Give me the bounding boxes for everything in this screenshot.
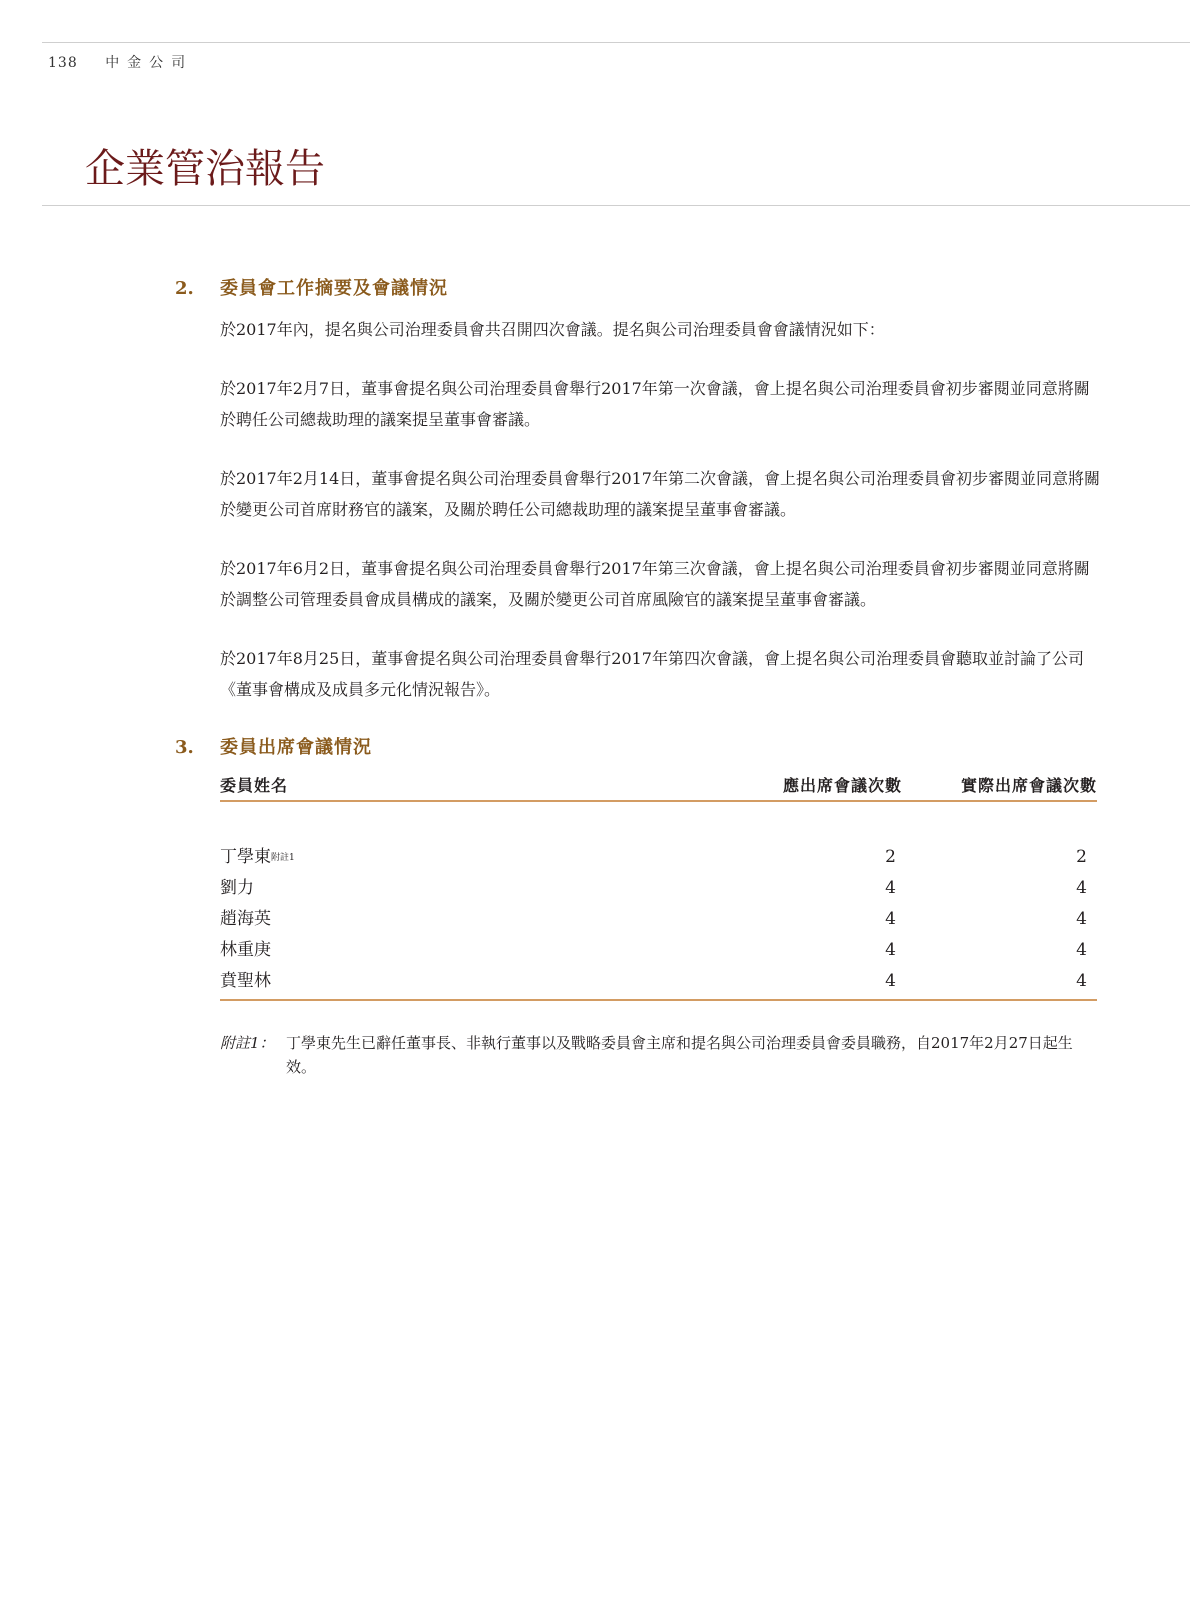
member-name: 林重庚 bbox=[220, 940, 271, 960]
table-row bbox=[220, 873, 1097, 904]
section-heading: 委員出席會議情況 bbox=[220, 737, 372, 758]
page-title: 企業管治報告 bbox=[85, 146, 325, 192]
table-header bbox=[220, 773, 1097, 802]
table-row bbox=[220, 966, 1097, 997]
section-3 bbox=[175, 737, 1100, 1079]
attended-count: 4 bbox=[1076, 878, 1087, 898]
table-row bbox=[220, 935, 1097, 966]
member-name: 劉力 bbox=[220, 878, 254, 898]
footnote-marker: 附註1 bbox=[271, 853, 295, 863]
attended-count: 4 bbox=[1076, 971, 1087, 991]
attended-count: 4 bbox=[1076, 940, 1087, 960]
member-name: 丁學東 bbox=[220, 847, 271, 867]
paragraph: 於2017年內，提名與公司治理委員會共召開四次會議。提名與公司治理委員會會議情況如下： bbox=[220, 320, 885, 339]
required-count: 4 bbox=[885, 971, 896, 991]
table-row bbox=[220, 842, 1097, 873]
footnote-text: 丁學東先生已辭任董事長、非執行董事以及戰略委員會主席和提名與公司治理委員會委員職務，自2017年2月27日起生效。 bbox=[286, 1034, 1073, 1076]
attendance-table bbox=[220, 773, 1097, 1001]
section-number: 3. bbox=[175, 737, 194, 758]
required-count: 4 bbox=[885, 878, 896, 898]
running-header bbox=[48, 52, 193, 72]
attended-count: 2 bbox=[1076, 847, 1087, 867]
member-name: 趙海英 bbox=[220, 909, 271, 929]
column-header-name: 委員姓名 bbox=[220, 776, 289, 795]
required-count: 4 bbox=[885, 909, 896, 929]
paragraph: 於2017年2月7日，董事會提名與公司治理委員會舉行2017年第一次會議，會上提名與公司治理委員會初步審閱並同意將關於聘任公司總裁助理的議案提呈董事會審議。 bbox=[220, 379, 1090, 429]
paragraph: 於2017年6月2日，董事會提名與公司治理委員會舉行2017年第三次會議，會上提名與公司治理委員會初步審閱並同意將關於調整公司管理委員會成員構成的議案，及關於變更公司首席風險官的議案提呈董事會審議。 bbox=[220, 559, 1090, 609]
section-heading: 委員會工作摘要及會議情況 bbox=[220, 278, 448, 299]
company-name: 中金公司 bbox=[105, 55, 194, 71]
attended-count: 4 bbox=[1076, 909, 1087, 929]
paragraph: 於2017年8月25日，董事會提名與公司治理委員會舉行2017年第四次會議，會上提名與公司治理委員會聽取並討論了公司《董事會構成及成員多元化情況報告》。 bbox=[220, 649, 1084, 699]
title-rule bbox=[42, 205, 1190, 206]
page-number: 138 bbox=[48, 55, 78, 71]
column-header-attended: 實際出席會議次數 bbox=[960, 776, 1097, 795]
section-number: 2. bbox=[175, 278, 194, 299]
column-header-required: 應出席會議次數 bbox=[782, 776, 902, 795]
main-content bbox=[175, 278, 1100, 1079]
paragraph: 於2017年2月14日，董事會提名與公司治理委員會舉行2017年第二次會議，會上提名與公司治理委員會初步審閱並同意將關於變更公司首席財務官的議案，及關於聘任公司總裁助理的議案提呈董事會審議。 bbox=[220, 469, 1100, 519]
footnote-label: 附註1： bbox=[220, 1034, 275, 1052]
table-body bbox=[220, 802, 1097, 1001]
top-rule bbox=[42, 42, 1190, 43]
member-name: 賁聖林 bbox=[220, 971, 271, 991]
section-2 bbox=[175, 278, 1100, 705]
table-row bbox=[220, 904, 1097, 935]
required-count: 2 bbox=[885, 847, 896, 867]
required-count: 4 bbox=[885, 940, 896, 960]
footnote bbox=[220, 1031, 1100, 1079]
